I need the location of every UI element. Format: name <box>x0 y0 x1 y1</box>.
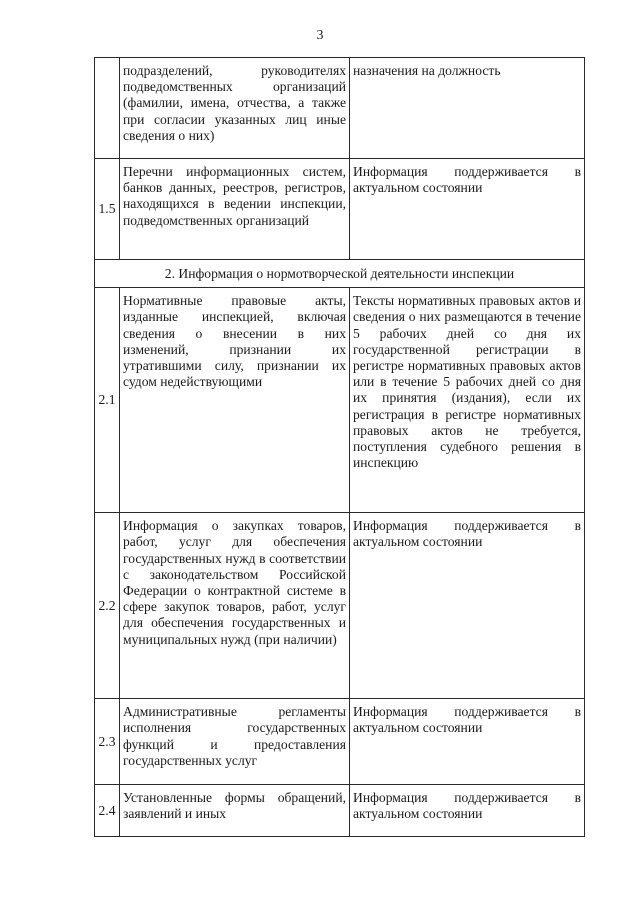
table-row <box>95 785 585 837</box>
table-row <box>95 288 585 513</box>
row-description <box>120 785 350 837</box>
row-number: 2.3 <box>95 699 120 785</box>
row-description <box>120 58 350 159</box>
row-condition-text: Тексты нормативных правовых актов и сведения о них размещаются в течение 5 рабочих дней со дня их государственной регистрации в регистре нормативных правовых актов или в течение 5 рабочих дней со дня их принятия (издания), если их регистрация в регистре нормативных правовых актов не требуется, поступления судебного решения в инспекцию <box>353 293 581 471</box>
row-number: 1.5 <box>95 159 120 260</box>
table-row <box>95 159 585 260</box>
row-description-text: Установленные формы обращений, заявлений и иных <box>123 790 346 822</box>
row-condition <box>350 699 585 785</box>
row-number: 2.1 <box>95 288 120 513</box>
row-number: 2.2 <box>95 513 120 699</box>
row-condition-text: Информация поддерживается в актуальном состоянии <box>353 704 581 736</box>
row-description <box>120 513 350 699</box>
row-description-text: Информация о закупках товаров, работ, услуг для обеспечения государственных нужд в соответствии с законодательством Российской Федерации о контрактной системе в сфере закупок товаров, работ, услуг для обеспечения государственных и муниципальных нужд (при наличии) <box>123 518 346 647</box>
row-description-text: Перечни информационных систем, банков данных, реестров, регистров, находящихся в ведении инспекции, подведомственных организаций <box>123 164 346 228</box>
row-condition <box>350 288 585 513</box>
row-condition <box>350 159 585 260</box>
row-description <box>120 159 350 260</box>
row-condition <box>350 58 585 159</box>
row-description <box>120 288 350 513</box>
row-description <box>120 699 350 785</box>
table-row <box>95 58 585 159</box>
section-title: 2. Информация о нормотворческой деятельности инспекции <box>95 260 585 288</box>
row-condition-text: Информация поддерживается в актуальном состоянии <box>353 164 581 196</box>
section-header-row <box>95 260 585 288</box>
row-condition <box>350 513 585 699</box>
information-table <box>94 57 585 837</box>
row-number <box>95 58 120 159</box>
row-description-text: подразделений, руководителях подведомственных организаций (фамилии, имена, отчества, а также при согласии указанных лиц иные сведения о них) <box>123 63 346 143</box>
row-condition-text: Информация поддерживается в актуальном состоянии <box>353 790 581 822</box>
row-description-text: Нормативные правовые акты, изданные инспекцией, включая сведения о внесении в них изменений, признании их утратившими силу, признании их судом недействующими <box>123 293 346 390</box>
table-row <box>95 513 585 699</box>
table-row <box>95 699 585 785</box>
page-number: 3 <box>316 28 324 43</box>
row-condition <box>350 785 585 837</box>
row-number: 2.4 <box>95 785 120 837</box>
row-condition-text: назначения на должность <box>353 63 501 78</box>
row-condition-text: Информация поддерживается в актуальном состоянии <box>353 518 581 550</box>
row-description-text: Административные регламенты исполнения государственных функций и предоставления государственных услуг <box>123 704 346 768</box>
